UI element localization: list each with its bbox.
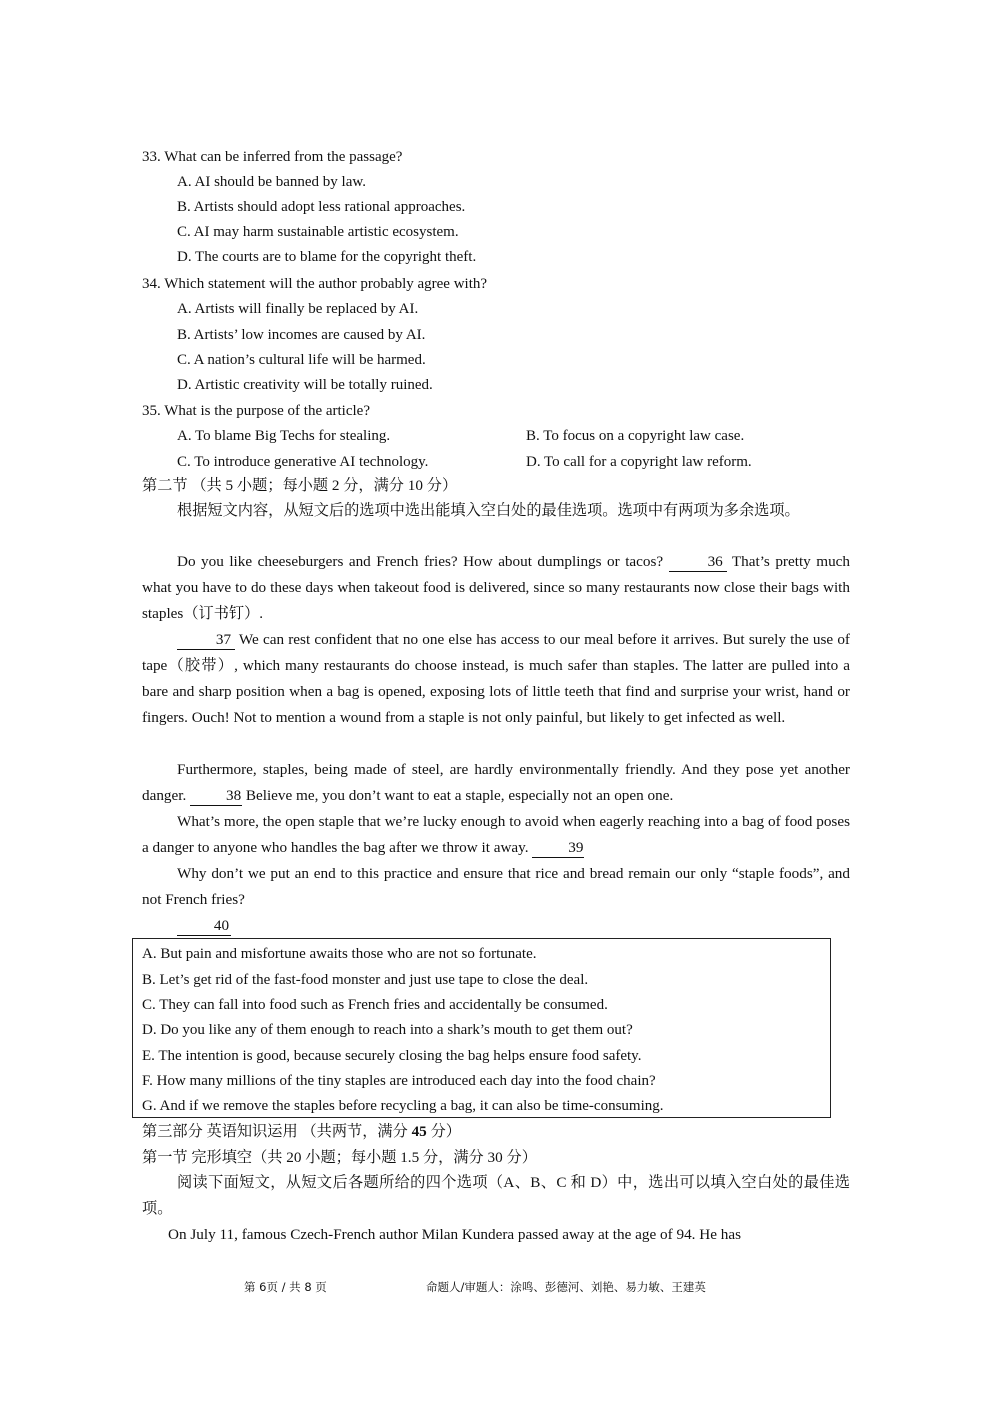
choice-f: F. How many millions of the tiny staples are introduced each day into the food chain? [142, 1073, 656, 1089]
paragraph-3-tail: Believe me, you don’t want to eat a staple, especially not an open one. [242, 787, 674, 804]
q34-option-d: D. Artistic creativity will be totally ruined. [177, 377, 433, 393]
choice-g: G. And if we remove the staples before recycling a bag, it can also be time-consuming. [142, 1098, 664, 1114]
q33-option-a: A. AI should be banned by law. [177, 174, 366, 190]
choices-box [132, 938, 831, 1118]
q35-option-c: C. To introduce generative AI technology. [177, 454, 429, 470]
passage-paragraph-2 [142, 627, 850, 731]
part3-heading-score: 45 [411, 1123, 427, 1140]
cloze-first-line: On July 11, famous Czech-French author Milan Kundera passed away at the age of 94. He has [168, 1226, 742, 1243]
blank-38: 38 [190, 787, 242, 806]
paragraph-1-tail: That’s pretty much what you have to do these days when takeout food is delivered, since so many restaurants now close their bags with staples（订书钉）. [142, 553, 850, 622]
paragraph-3-text: Furthermore, staples, being made of steel, are hardly environmentally friendly. And they pose yet another danger. [142, 761, 850, 804]
q33-option-b: B. Artists should adopt less rational approaches. [177, 199, 466, 215]
cloze-sub-heading: 第一节 完形填空（共 20 小题；每小题 1.5 分，满分 30 分） [142, 1149, 537, 1166]
q34-stem: 34. Which statement will the author probably agree with? [142, 276, 488, 292]
authors: 命题人/审题人：涂鸣、彭德河、刘艳、易力敏、王建英 [426, 1280, 706, 1294]
q35-stem: 35. What is the purpose of the article? [142, 403, 370, 419]
section2-instruction: 根据短文内容，从短文后的选项中选出能填入空白处的最佳选项。选项中有两项为多余选项。 [177, 502, 800, 519]
passage-paragraph-3 [142, 757, 850, 809]
q35-option-a: A. To blame Big Techs for stealing. [177, 428, 391, 444]
section2-heading: 第二节 （共 5 小题；每小题 2 分，满分 10 分） [142, 477, 458, 494]
q33-option-d: D. The courts are to blame for the copyright theft. [177, 249, 477, 265]
q34-option-c: C. A nation’s cultural life will be harmed. [177, 352, 426, 368]
blank-37: 37 [177, 631, 235, 650]
page-number: 第 6页 / 共 8 页 [244, 1280, 327, 1294]
q35-option-b: B. To focus on a copyright law case. [526, 428, 745, 444]
blank-40: 40 [177, 917, 231, 936]
passage-paragraph-5: Why don’t we put an end to this practice and ensure that rice and bread remain our only “staple foods”, and not French fries? [142, 865, 850, 908]
choice-e: E. The intention is good, because securely closing the bag helps ensure food safety. [142, 1048, 642, 1064]
choice-c: C. They can fall into food such as French fries and accidentally be consumed. [142, 997, 608, 1013]
choice-d: D. Do you like any of them enough to reach into a shark’s mouth to get them out? [142, 1022, 633, 1038]
q33-option-c: C. AI may harm sustainable artistic ecosystem. [177, 224, 459, 240]
paragraph-1-text: Do you like cheeseburgers and French fries? How about dumplings or tacos? [177, 553, 669, 570]
blank-39: 39 [532, 839, 584, 858]
part3-heading [142, 1119, 461, 1145]
q34-option-a: A. Artists will finally be replaced by AI. [177, 301, 419, 317]
q33-stem: 33. What can be inferred from the passage? [142, 149, 403, 165]
blank-36: 36 [669, 553, 727, 572]
cloze-instruction: 阅读下面短文，从短文后各题所给的四个选项（A、B、C 和 D）中，选出可以填入空白处的最佳选项。 [142, 1174, 850, 1217]
paragraph-2-text: We can rest confident that no one else has access to our meal before it arrives. But surely the use of tape（胶带）, which many restaurants do choose instead, is much safer than staples. The latter are pulled into a bare and sharp position when a bag is opened, exposing lots of little teeth that find and surprise your wrist, hand or fingers. Ouch! Not to mention a wound from a staple is not only painful, but likely to get infected as well. [142, 631, 850, 726]
passage-paragraph-4 [142, 809, 850, 861]
part3-heading-a: 第三部分 英语知识运用 （共两节，满分 [142, 1123, 412, 1140]
choice-b: B. Let’s get rid of the fast-food monster and just use tape to close the deal. [142, 972, 589, 988]
paragraph-4-text: What’s more, the open staple that we’re lucky enough to avoid when eagerly reaching into a bag of food poses a danger to anyone who handles the bag after we throw it away. [142, 813, 850, 856]
q34-option-b: B. Artists’ low incomes are caused by AI. [177, 327, 426, 343]
q35-option-d: D. To call for a copyright law reform. [526, 454, 752, 470]
choice-a: A. But pain and misfortune awaits those who are not so fortunate. [142, 946, 537, 962]
passage-paragraph-1 [142, 549, 850, 627]
part3-heading-b: 分） [426, 1123, 461, 1140]
passage-paragraph-6 [142, 913, 850, 939]
